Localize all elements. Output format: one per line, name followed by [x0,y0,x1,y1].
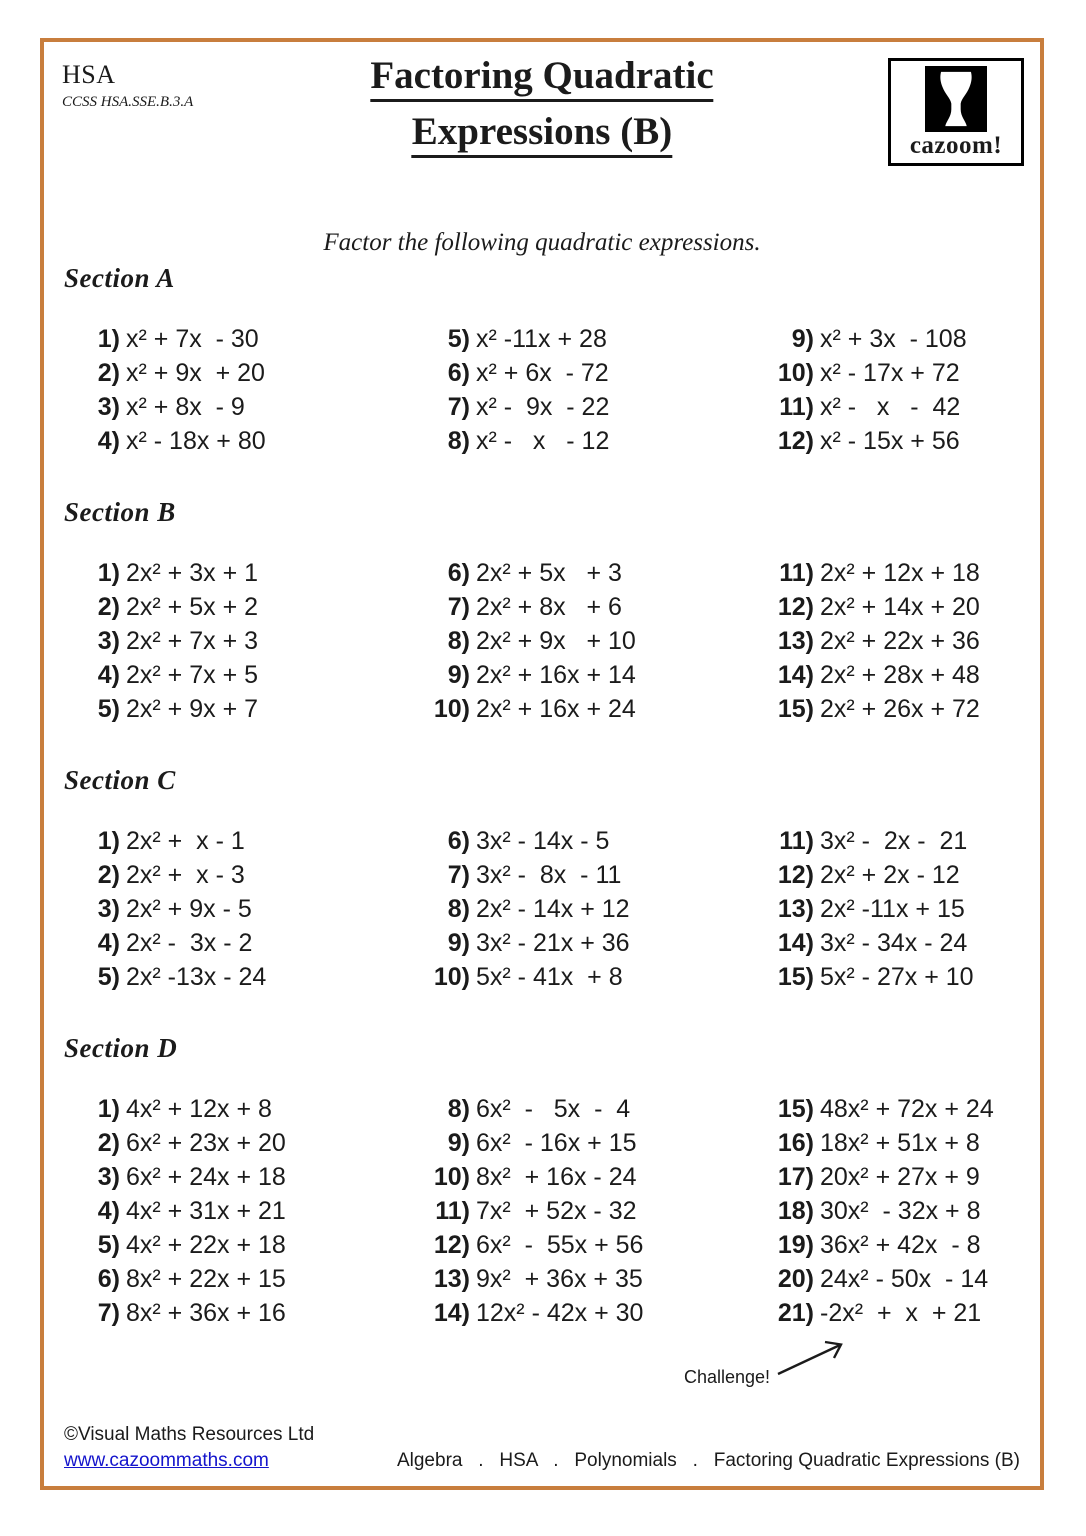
logo-wordmark: cazoom! [909,132,1003,159]
problem-row [428,1228,772,1262]
problem-number: 1) [97,827,120,855]
problem-grid [78,322,1040,458]
problem-number: 8) [447,1095,470,1123]
problem-expression: x² - x - 12 [476,427,610,455]
problem-row [428,590,772,624]
problem-row [428,824,772,858]
problem-expression: 6x² + 24x + 18 [126,1163,286,1191]
problem-number: 8) [447,895,470,923]
problem-expression: x² - 9x - 22 [476,393,610,421]
challenge-arrow-icon [776,1334,854,1380]
problem-row [772,624,1040,658]
problem-number: 3) [97,627,120,655]
problem-number: 9) [447,1129,470,1157]
problem-column [428,1092,772,1330]
problem-row [428,556,772,590]
problem-row [428,624,772,658]
problem-number: 6) [447,827,470,855]
worksheet-header [44,42,1040,208]
problem-number: 2) [97,593,120,621]
cazoom-logo [888,58,1024,166]
problem-expression: 6x² - 16x + 15 [476,1129,637,1157]
problem-column [772,1092,1040,1330]
problem-expression: 4x² + 22x + 18 [126,1231,286,1259]
problem-number: 6) [447,359,470,387]
problem-expression: 3x² - 2x - 21 [820,827,968,855]
problem-row [772,590,1040,624]
problem-row [428,390,772,424]
problem-expression: x² + 9x + 20 [126,359,265,387]
problem-number: 7) [447,393,470,421]
problem-expression: 6x² - 5x - 4 [476,1095,631,1123]
problem-row [772,824,1040,858]
problem-column [428,556,772,726]
problem-row [78,624,428,658]
problem-expression: 3x² - 8x - 11 [476,861,622,889]
problem-row [78,1160,428,1194]
problem-number: 8) [447,427,470,455]
problem-expression: 2x² + 26x + 72 [820,695,980,723]
problem-row [428,960,772,994]
problem-number: 2) [97,861,120,889]
problem-row [428,424,772,458]
problem-number: 14) [777,661,814,689]
problem-expression: 2x² + 7x + 3 [126,627,259,655]
problem-expression: 6x² - 55x + 56 [476,1231,644,1259]
problem-expression: 8x² + 22x + 15 [126,1265,286,1293]
problem-expression: 2x² + 12x + 18 [820,559,980,587]
problem-number: 9) [791,325,814,353]
problem-column [78,556,428,726]
breadcrumb: Algebra . HSA . Polynomials . Factoring Quadratic Expressions (B) [396,1450,1020,1471]
problem-row [772,1296,1040,1330]
problem-number: 7) [447,861,470,889]
problem-number: 3) [97,393,120,421]
problem-number: 21) [777,1299,814,1327]
problem-expression: 9x² + 36x + 35 [476,1265,643,1293]
problem-row [428,322,772,356]
problem-number: 1) [97,559,120,587]
problem-row [428,1296,772,1330]
worksheet-section [44,762,1040,994]
problem-row [78,1228,428,1262]
problem-number: 4) [97,661,120,689]
problem-expression: 4x² + 31x + 21 [126,1197,286,1225]
problem-expression: 24x² - 50x - 14 [820,1265,989,1293]
problem-expression: 3x² - 34x - 24 [820,929,968,957]
problem-row [772,1092,1040,1126]
problem-expression: 12x² - 42x + 30 [476,1299,644,1327]
problem-column [78,322,428,458]
problem-row [78,926,428,960]
problem-number: 10) [433,1163,470,1191]
problem-column [78,824,428,994]
problem-expression: 2x² + 7x + 5 [126,661,259,689]
problem-expression: 48x² + 72x + 24 [820,1095,994,1123]
problem-expression: 2x² + x - 1 [126,827,245,855]
problem-row [78,1194,428,1228]
page-title-line1: Factoring Quadratic [370,54,713,102]
problem-expression: 2x² -13x - 24 [126,963,267,991]
problem-number: 12) [777,427,814,455]
problem-number: 4) [97,427,120,455]
problem-row [428,692,772,726]
problem-row [428,926,772,960]
problem-number: 15) [777,963,814,991]
problem-column [428,322,772,458]
problem-number: 7) [97,1299,120,1327]
problem-row [78,1296,428,1330]
problem-row [78,892,428,926]
problem-expression: 7x² + 52x - 32 [476,1197,637,1225]
problem-number: 2) [97,1129,120,1157]
problem-row [772,356,1040,390]
problem-row [78,1092,428,1126]
problem-row [772,692,1040,726]
problem-number: 20) [777,1265,814,1293]
problem-row [772,858,1040,892]
problem-row [772,658,1040,692]
worksheet-footer [64,1422,1026,1474]
worksheet-instruction: Factor the following quadratic expressions. [323,229,761,256]
problem-row [78,1126,428,1160]
worksheet-section [44,1030,1040,1330]
problem-column [772,322,1040,458]
problem-expression: 3x² - 14x - 5 [476,827,610,855]
problem-row [772,1160,1040,1194]
problem-expression: 2x² + 5x + 2 [126,593,259,621]
problem-expression: 2x² - 14x + 12 [476,895,630,923]
problem-number: 14) [433,1299,470,1327]
problem-row [428,1092,772,1126]
ccss-standard: CCSS HSA.SSE.B.3.A [62,94,194,110]
problem-number: 14) [777,929,814,957]
problem-expression: 2x² + 9x + 7 [126,695,259,723]
problem-row [772,926,1040,960]
problem-grid [78,1092,1040,1330]
problem-expression: 2x² + 5x + 3 [476,559,622,587]
problem-number: 7) [447,593,470,621]
problem-expression: 2x² + 9x + 10 [476,627,636,655]
section-title: Section A [64,263,175,293]
problem-row [772,892,1040,926]
problem-expression: 20x² + 27x + 9 [820,1163,980,1191]
problem-number: 12) [433,1231,470,1259]
problem-grid [78,556,1040,726]
copyright-text: ©Visual Maths Resources Ltd [64,1424,315,1445]
problem-expression: x² + 3x - 108 [820,325,967,353]
problem-number: 8) [447,627,470,655]
problem-number: 13) [777,627,814,655]
worksheet-section [44,260,1040,458]
problem-number: 3) [97,895,120,923]
problem-number: 4) [97,929,120,957]
problem-row [78,858,428,892]
grade-code: HSA [62,60,116,89]
section-title: Section B [64,497,176,527]
problem-expression: 2x² -11x + 15 [820,895,965,923]
problem-expression: 2x² + 9x - 5 [126,895,252,923]
problem-row [78,322,428,356]
problem-number: 5) [97,695,120,723]
problem-number: 2) [97,359,120,387]
problem-row [428,1160,772,1194]
problem-number: 16) [777,1129,814,1157]
problem-number: 4) [97,1197,120,1225]
problem-number: 5) [447,325,470,353]
problem-number: 1) [97,325,120,353]
problem-row [428,356,772,390]
page-title-line2: Expressions (B) [412,110,672,158]
problem-expression: x² + 6x - 72 [476,359,609,387]
problem-expression: x² - 15x + 56 [820,427,960,455]
problem-row [772,390,1040,424]
drum-icon [925,66,987,132]
problem-row [772,556,1040,590]
problem-expression: 8x² + 16x - 24 [476,1163,637,1191]
problem-expression: 30x² - 32x + 8 [820,1197,981,1225]
section-title: Section D [64,1033,178,1063]
problem-expression: x² - 18x + 80 [126,427,266,455]
problem-row [78,692,428,726]
problem-number: 12) [777,861,814,889]
problem-number: 12) [777,593,814,621]
problem-row [428,1126,772,1160]
problem-number: 15) [777,695,814,723]
problem-column [78,1092,428,1330]
problem-row [772,322,1040,356]
problem-expression: 4x² + 12x + 8 [126,1095,272,1123]
page-title [370,54,713,158]
problem-column [772,556,1040,726]
problem-row [78,824,428,858]
problem-row [772,960,1040,994]
problem-grid [78,824,1040,994]
problem-number: 5) [97,1231,120,1259]
problem-expression: 2x² - 3x - 2 [126,929,253,957]
problem-number: 13) [777,895,814,923]
problem-expression: 36x² + 42x - 8 [820,1231,981,1259]
problem-number: 1) [97,1095,120,1123]
problem-number: 18) [777,1197,814,1225]
problem-row [772,1194,1040,1228]
problem-expression: x² - 17x + 72 [820,359,960,387]
problem-expression: 5x² - 41x + 8 [476,963,623,991]
problem-expression: 2x² + 16x + 14 [476,661,636,689]
problem-column [772,824,1040,994]
problem-number: 15) [777,1095,814,1123]
problem-row [428,658,772,692]
problem-expression: 3x² - 21x + 36 [476,929,630,957]
problem-number: 11) [779,827,814,855]
problem-number: 19) [777,1231,814,1259]
problem-row [78,590,428,624]
problem-expression: 2x² + 28x + 48 [820,661,980,689]
problem-number: 6) [97,1265,120,1293]
problem-expression: 2x² + x - 3 [126,861,245,889]
worksheet-page [40,38,1044,1490]
problem-expression: 18x² + 51x + 8 [820,1129,980,1157]
problem-row [78,1262,428,1296]
problem-number: 10) [433,963,470,991]
problem-expression: 8x² + 36x + 16 [126,1299,286,1327]
problem-number: 9) [447,929,470,957]
website-link[interactable]: www.cazoommaths.com [64,1450,269,1471]
problem-row [772,1228,1040,1262]
problem-expression: x² + 7x - 30 [126,325,259,353]
problem-row [428,1194,772,1228]
problem-number: 9) [447,661,470,689]
problem-expression: x² - x - 42 [820,393,961,421]
problem-row [78,556,428,590]
problem-number: 10) [433,695,470,723]
sections-container [44,260,1040,1330]
problem-number: 17) [777,1163,814,1191]
problem-row [78,658,428,692]
footer-left [64,1422,314,1474]
problem-expression: x² -11x + 28 [476,325,607,353]
problem-expression: 2x² + 3x + 1 [126,559,259,587]
problem-row [78,424,428,458]
problem-expression: 2x² + 8x + 6 [476,593,622,621]
problem-row [428,858,772,892]
problem-expression: 2x² + 22x + 36 [820,627,980,655]
problem-row [772,424,1040,458]
problem-expression: 6x² + 23x + 20 [126,1129,286,1157]
problem-number: 5) [97,963,120,991]
problem-row [428,1262,772,1296]
problem-expression: 2x² + 16x + 24 [476,695,636,723]
problem-expression: 5x² - 27x + 10 [820,963,974,991]
problem-expression: 2x² + 2x - 12 [820,861,960,889]
problem-number: 10) [777,359,814,387]
problem-number: 11) [435,1197,470,1225]
problem-row [428,892,772,926]
header-left [62,60,193,111]
problem-row [772,1126,1040,1160]
worksheet-section [44,494,1040,726]
challenge-annotation [684,1334,854,1388]
problem-number: 6) [447,559,470,587]
problem-expression: 2x² + 14x + 20 [820,593,980,621]
problem-expression: x² + 8x - 9 [126,393,245,421]
section-title: Section C [64,765,176,795]
problem-row [78,390,428,424]
problem-row [772,1262,1040,1296]
problem-row [78,356,428,390]
problem-number: 3) [97,1163,120,1191]
problem-expression: -2x² + x + 21 [820,1299,982,1327]
problem-number: 13) [433,1265,470,1293]
challenge-label: Challenge! [684,1367,771,1387]
problem-number: 11) [779,559,814,587]
problem-column [428,824,772,994]
problem-number: 11) [779,393,814,421]
problem-row [78,960,428,994]
